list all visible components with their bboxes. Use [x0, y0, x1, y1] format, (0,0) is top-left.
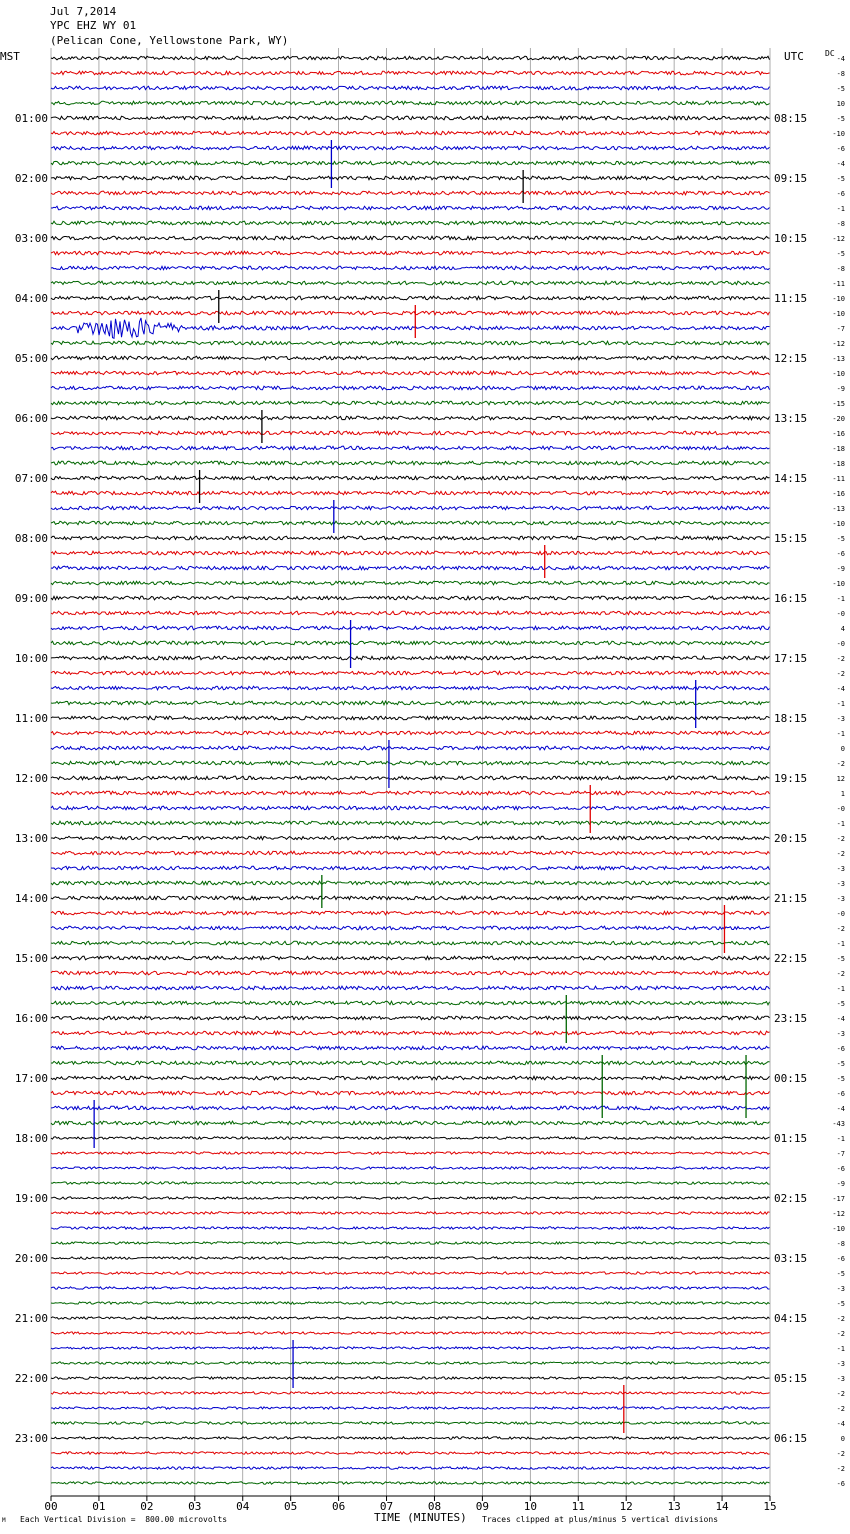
dc-offset-value: -10 [832, 520, 845, 528]
x-tick-label: 12 [619, 1500, 633, 1513]
seismic-trace [51, 461, 770, 465]
dc-offset-value: -2 [836, 925, 845, 933]
seismic-trace [51, 386, 770, 390]
dc-offset-value: -1 [836, 1135, 845, 1143]
x-tick-label: 09 [475, 1500, 490, 1513]
right-hour-label: 01:15 [774, 1132, 808, 1145]
dc-offset-value: 0 [840, 1435, 845, 1443]
dc-offset-value: -3 [836, 1360, 845, 1368]
dc-offset-value: -3 [836, 865, 845, 873]
left-hour-label: 15:00 [14, 952, 48, 965]
x-tick-label: 02 [140, 1500, 154, 1513]
dc-offset-value: -6 [836, 1255, 845, 1263]
dc-offset-value: -2 [836, 1405, 845, 1413]
seismic-trace [51, 1031, 770, 1035]
right-hour-label: 11:15 [774, 292, 808, 305]
seismic-trace [51, 251, 770, 255]
station-code: YPC EHZ WY 01 [50, 19, 137, 32]
dc-offset-value: -4 [836, 160, 845, 168]
right-hour-label: 16:15 [774, 592, 808, 605]
seismic-trace [51, 806, 770, 810]
dc-offset-value: -9 [836, 1180, 845, 1188]
seismic-trace [51, 1137, 770, 1139]
seismic-trace [51, 1046, 770, 1050]
seismic-trace [51, 551, 770, 555]
seismic-trace [51, 896, 770, 900]
left-timezone-label: MST [0, 50, 20, 63]
left-hour-label: 21:00 [14, 1312, 48, 1325]
seismic-trace [51, 641, 770, 645]
seismic-trace [51, 1182, 770, 1184]
dc-offset-value: -1 [836, 820, 845, 828]
dc-offset-value: -1 [836, 595, 845, 603]
seismic-trace [51, 626, 770, 630]
dc-offset-value: 10 [836, 100, 845, 108]
dc-offset-value: -2 [836, 1315, 845, 1323]
right-hour-label: 04:15 [774, 1312, 808, 1325]
dc-offset-value: -5 [836, 1300, 845, 1308]
dc-offset-value: -1 [836, 1345, 845, 1353]
seismic-trace [51, 236, 770, 240]
station-location: (Pelican Cone, Yellowstone Park, WY) [50, 34, 289, 47]
seismic-trace [51, 701, 770, 705]
seismic-trace [51, 341, 770, 345]
seismic-trace [51, 596, 770, 600]
seismic-trace [51, 656, 770, 660]
right-timezone-label: UTC [784, 50, 804, 63]
seismic-trace [51, 851, 770, 855]
seismic-trace [51, 86, 770, 90]
seismic-trace [51, 791, 770, 795]
dc-offset-value: -4 [836, 55, 845, 63]
dc-offset-value: -11 [832, 280, 845, 288]
left-hour-label: 16:00 [14, 1012, 48, 1025]
dc-offset-value: -2 [836, 970, 845, 978]
seismic-trace [51, 1302, 770, 1304]
dc-offset-value: -5 [836, 955, 845, 963]
seismic-trace [51, 431, 770, 435]
seismic-trace [51, 1452, 770, 1454]
seismic-trace [51, 1242, 770, 1244]
right-hour-label: 22:15 [774, 952, 808, 965]
dc-offset-value: -4 [836, 1420, 845, 1428]
seismic-trace [51, 266, 770, 270]
seismic-trace [51, 881, 770, 885]
seismic-trace [51, 296, 770, 300]
seismic-trace [51, 1362, 770, 1364]
seismic-trace [51, 581, 770, 585]
left-hour-label: 12:00 [14, 772, 48, 785]
x-tick-label: 00 [44, 1500, 58, 1513]
x-tick-label: 14 [715, 1500, 729, 1513]
seismic-trace [51, 1272, 770, 1274]
dc-offset-value: -6 [836, 1090, 845, 1098]
x-tick-label: 05 [284, 1500, 298, 1513]
seismic-trace [51, 416, 770, 420]
seismic-trace [51, 1332, 770, 1334]
dc-offset-value: -6 [836, 145, 845, 153]
seismic-trace [51, 1482, 770, 1484]
seismic-trace [51, 941, 770, 945]
seismic-trace [51, 356, 770, 360]
dc-offset-value: -1 [836, 700, 845, 708]
seismic-trace [51, 1287, 770, 1289]
dc-offset-value: -3 [836, 715, 845, 723]
x-tick-label: 11 [571, 1500, 585, 1513]
seismic-trace [51, 506, 770, 510]
dc-offset-value: -8 [836, 70, 845, 78]
left-hour-label: 02:00 [14, 172, 48, 185]
seismic-trace [51, 566, 770, 570]
x-tick-label: 15 [763, 1500, 777, 1513]
dc-offset-value: -6 [836, 1165, 845, 1173]
right-hour-label: 00:15 [774, 1072, 808, 1085]
left-hour-label: 17:00 [14, 1072, 48, 1085]
x-tick-label: 03 [188, 1500, 202, 1513]
seismic-trace [51, 476, 770, 480]
seismic-trace [51, 311, 770, 315]
dc-offset-value: -11 [832, 475, 845, 483]
dc-offset-value: -5 [836, 1075, 845, 1083]
seismic-trace [51, 821, 770, 825]
dc-offset-value: -5 [836, 1060, 845, 1068]
dc-offset-value: -1 [836, 985, 845, 993]
seismic-trace [51, 1001, 770, 1005]
dc-offset-value: -43 [832, 1120, 845, 1128]
seismic-trace [51, 176, 770, 180]
seismic-trace [51, 1377, 770, 1379]
dc-offset-value: -4 [836, 1105, 845, 1113]
right-hour-label: 17:15 [774, 652, 808, 665]
left-hour-label: 01:00 [14, 112, 48, 125]
right-hour-label: 18:15 [774, 712, 808, 725]
seismic-trace [51, 926, 770, 930]
seismic-trace [51, 221, 770, 225]
dc-offset-value: -10 [832, 130, 845, 138]
seismic-trace [51, 1167, 770, 1169]
right-hour-label: 10:15 [774, 232, 808, 245]
seismic-trace [51, 1407, 770, 1409]
dc-offset-value: -0 [836, 610, 845, 618]
seismic-trace [51, 191, 770, 195]
right-hour-label: 20:15 [774, 832, 808, 845]
dc-offset-value: -7 [836, 325, 845, 333]
left-hour-label: 20:00 [14, 1252, 48, 1265]
seismic-trace [51, 686, 770, 690]
left-hour-label: 19:00 [14, 1192, 48, 1205]
right-hour-label: 15:15 [774, 532, 808, 545]
seismic-trace [51, 1437, 770, 1439]
seismic-trace [51, 1422, 770, 1424]
seismic-trace [51, 866, 770, 870]
dc-offset-value: -6 [836, 190, 845, 198]
seismic-trace [51, 1467, 770, 1469]
left-hour-label: 13:00 [14, 832, 48, 845]
dc-offset-value: -0 [836, 640, 845, 648]
right-hour-label: 05:15 [774, 1372, 808, 1385]
dc-offset-value: -2 [836, 670, 845, 678]
left-hour-label: 05:00 [14, 352, 48, 365]
dc-offset-value: -16 [832, 430, 845, 438]
dc-offset-value: -3 [836, 1285, 845, 1293]
dc-offset-label: DC [825, 49, 835, 58]
dc-offset-value: -20 [832, 415, 845, 423]
scale-note: Each Vertical Division = 800.00 microvolts [20, 1515, 228, 1524]
seismic-trace [51, 1076, 770, 1080]
x-tick-label: 04 [236, 1500, 250, 1513]
dc-offset-value: -2 [836, 1330, 845, 1338]
x-tick-label: 06 [331, 1500, 346, 1513]
clip-note: Traces clipped at plus/minus 5 vertical divisions [482, 1515, 719, 1524]
dc-offset-value: -3 [836, 1030, 845, 1038]
x-tick-label: 01 [92, 1500, 106, 1513]
seismic-trace [51, 56, 770, 60]
dc-offset-value: -5 [836, 1270, 845, 1278]
dc-offset-value: -9 [836, 385, 845, 393]
dc-offset-value: -13 [832, 505, 845, 513]
x-tick-label: 10 [523, 1500, 537, 1513]
seismic-trace [51, 1016, 770, 1020]
dc-offset-value: -1 [836, 205, 845, 213]
dc-offset-value: -2 [836, 655, 845, 663]
seismic-trace [51, 716, 770, 720]
dc-offset-value: -5 [836, 175, 845, 183]
right-hour-label: 14:15 [774, 472, 808, 485]
seismic-trace [51, 1091, 770, 1095]
x-tick-label: 07 [379, 1500, 394, 1513]
seismic-trace [51, 318, 770, 338]
right-hour-label: 19:15 [774, 772, 808, 785]
dc-offset-value: -5 [836, 250, 845, 258]
dc-offset-value: -8 [836, 220, 845, 228]
dc-offset-value: -2 [836, 760, 845, 768]
dc-offset-value: -16 [832, 490, 845, 498]
dc-offset-value: -8 [836, 1240, 845, 1248]
dc-offset-value: -10 [832, 1225, 845, 1233]
dc-offset-value: -4 [836, 685, 845, 693]
left-hour-label: 08:00 [14, 532, 48, 545]
dc-offset-value: -12 [832, 235, 845, 243]
left-hour-label: 10:00 [14, 652, 48, 665]
seismic-trace [51, 116, 770, 120]
dc-offset-value: -0 [836, 910, 845, 918]
dc-offset-value: -6 [836, 1480, 845, 1488]
seismic-trace [51, 401, 770, 405]
dc-offset-value: -1 [836, 730, 845, 738]
x-axis-title: TIME (MINUTES) [374, 1511, 467, 1524]
dc-offset-value: -2 [836, 1390, 845, 1398]
seismic-trace [51, 776, 770, 780]
dc-offset-value: -4 [836, 1015, 845, 1023]
dc-offset-value: -5 [836, 115, 845, 123]
seismic-trace [51, 956, 770, 960]
seismic-trace [51, 101, 770, 105]
seismic-trace [51, 1197, 770, 1199]
left-hour-label: 09:00 [14, 592, 48, 605]
dc-offset-value: -18 [832, 460, 845, 468]
left-hour-label: 18:00 [14, 1132, 48, 1145]
left-hour-label: 14:00 [14, 892, 48, 905]
left-hour-label: 06:00 [14, 412, 48, 425]
dc-offset-value: -10 [832, 370, 845, 378]
dc-offset-value: -10 [832, 580, 845, 588]
chart-date: Jul 7,2014 [50, 5, 117, 18]
x-tick-label: 13 [667, 1500, 681, 1513]
seismic-trace [51, 446, 770, 450]
seismic-trace [51, 1061, 770, 1065]
left-hour-label: 11:00 [14, 712, 48, 725]
dc-offset-value: -8 [836, 265, 845, 273]
dc-offset-value: -5 [836, 85, 845, 93]
dc-offset-value: -3 [836, 1375, 845, 1383]
left-hour-label: 03:00 [14, 232, 48, 245]
seismic-trace [51, 1257, 770, 1259]
right-hour-label: 12:15 [774, 352, 808, 365]
seismic-trace [51, 1152, 770, 1154]
left-hour-label: 22:00 [14, 1372, 48, 1385]
dc-offset-value: -15 [832, 400, 845, 408]
right-hour-label: 03:15 [774, 1252, 808, 1265]
seismic-trace [51, 911, 770, 915]
seismic-trace [51, 731, 770, 735]
right-hour-label: 08:15 [774, 112, 808, 125]
right-hour-label: 06:15 [774, 1432, 808, 1445]
seismic-trace [51, 161, 770, 165]
seismic-trace [51, 71, 770, 75]
right-hour-label: 23:15 [774, 1012, 808, 1025]
x-tick-label: 08 [427, 1500, 442, 1513]
right-hour-label: 21:15 [774, 892, 808, 905]
seismic-trace [51, 1347, 770, 1349]
dc-offset-value: -10 [832, 310, 845, 318]
corner-mark: M [2, 1517, 6, 1524]
seismic-trace [51, 491, 770, 495]
right-hour-label: 13:15 [774, 412, 808, 425]
dc-offset-value: -6 [836, 1045, 845, 1053]
seismic-trace [51, 1212, 770, 1214]
dc-offset-value: -13 [832, 355, 845, 363]
seismic-trace [51, 971, 770, 975]
dc-offset-value: -6 [836, 550, 845, 558]
seismic-trace [51, 131, 770, 135]
dc-offset-value: -17 [832, 1195, 845, 1203]
left-hour-label: 07:00 [14, 472, 48, 485]
dc-offset-value: -7 [836, 1150, 845, 1158]
dc-offset-value: 4 [840, 625, 845, 633]
seismic-trace [51, 521, 770, 525]
dc-offset-value: -12 [832, 1210, 845, 1218]
seismic-trace [51, 1392, 770, 1394]
dc-offset-value: -5 [836, 535, 845, 543]
seismic-trace [51, 536, 770, 540]
dc-offset-value: -3 [836, 895, 845, 903]
seismic-trace [51, 986, 770, 990]
dc-offset-value: -2 [836, 1465, 845, 1473]
dc-offset-value: -3 [836, 880, 845, 888]
right-hour-label: 02:15 [774, 1192, 808, 1205]
seismic-trace [51, 1106, 770, 1110]
dc-offset-value: -12 [832, 340, 845, 348]
dc-offset-value: -5 [836, 1000, 845, 1008]
seismic-trace [51, 611, 770, 615]
seismic-trace [51, 671, 770, 675]
seismic-trace [51, 761, 770, 765]
seismic-trace [51, 281, 770, 285]
seismic-trace [51, 1227, 770, 1229]
dc-offset-value: -2 [836, 835, 845, 843]
left-hour-label: 04:00 [14, 292, 48, 305]
dc-offset-value: -2 [836, 1450, 845, 1458]
dc-offset-value: -2 [836, 850, 845, 858]
seismic-trace [51, 206, 770, 210]
dc-offset-value: -10 [832, 295, 845, 303]
seismic-trace [51, 836, 770, 840]
seismic-trace [51, 146, 770, 150]
dc-offset-value: -18 [832, 445, 845, 453]
left-hour-label: 23:00 [14, 1432, 48, 1445]
dc-offset-value: -0 [836, 805, 845, 813]
dc-offset-value: -1 [836, 940, 845, 948]
dc-offset-value: -9 [836, 565, 845, 573]
dc-offset-value: 0 [840, 745, 845, 753]
seismic-trace [51, 371, 770, 375]
seismic-trace [51, 1121, 770, 1125]
right-hour-label: 09:15 [774, 172, 808, 185]
seismic-trace [51, 1317, 770, 1319]
dc-offset-value: 12 [836, 775, 845, 783]
seismic-trace [51, 746, 770, 750]
dc-offset-value: 1 [840, 790, 845, 798]
